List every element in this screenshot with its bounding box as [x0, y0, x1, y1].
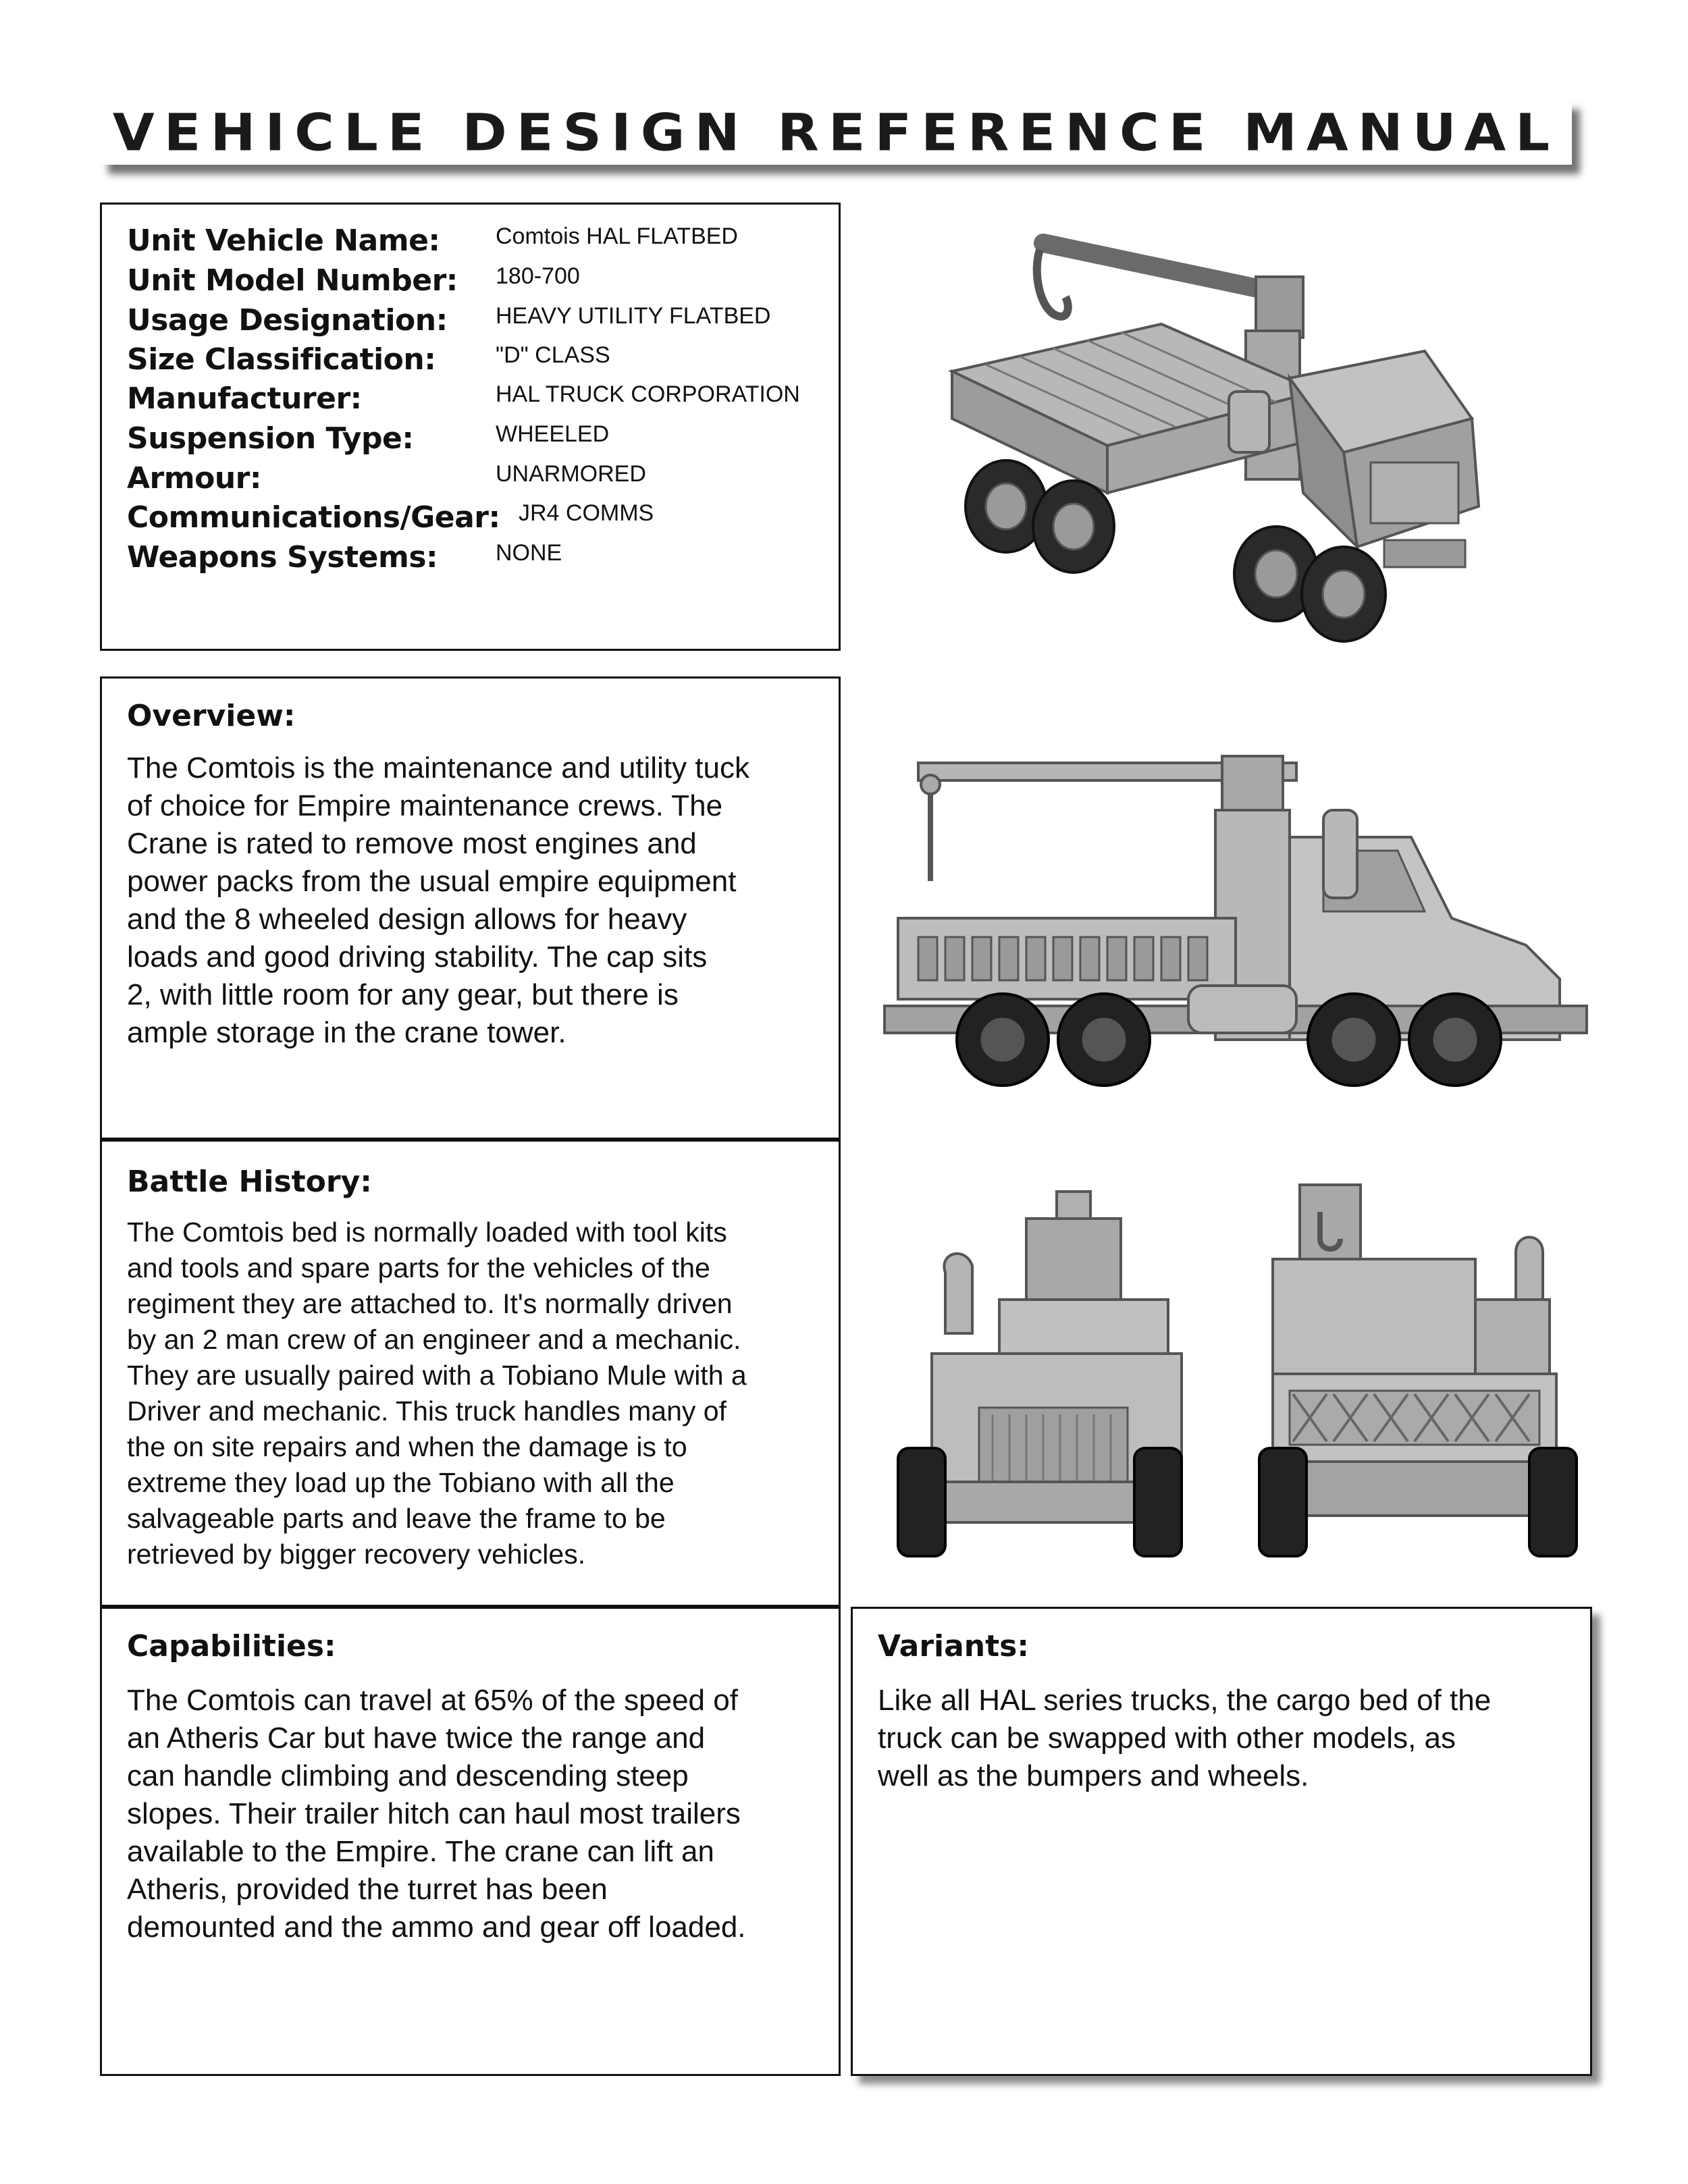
spec-row: [127, 381, 800, 421]
text-line: The Comtois can travel at 65% of the speed of: [127, 1684, 738, 1717]
text-line: Driver and mechanic. This truck handles many of: [127, 1395, 727, 1427]
section-title: Capabilities:: [127, 1629, 336, 1663]
spec-label: Usage Designation:: [127, 303, 448, 338]
spec-label: Manufacturer:: [127, 381, 362, 416]
spec-row: [127, 223, 738, 263]
text-line: demounted and the ammo and gear off loaded.: [127, 1911, 746, 1944]
spec-label: Size Classification:: [127, 342, 436, 377]
spec-value: HAL TRUCK CORPORATION: [496, 381, 800, 407]
spec-row: [127, 263, 580, 302]
spec-row: [127, 421, 610, 460]
text-line: slopes. Their trailer hitch can haul most trailers: [127, 1797, 741, 1830]
text-line: 2, with little room for any gear, but there is: [127, 978, 679, 1011]
overview-text: [127, 749, 818, 1052]
spec-value: NONE: [496, 540, 562, 566]
text-line: the on site repairs and when the damage is to: [127, 1431, 687, 1462]
spec-value: WHEELED: [496, 421, 610, 447]
spec-value: Comtois HAL FLATBED: [496, 223, 738, 249]
spec-value: UNARMORED: [496, 461, 646, 487]
truck-isometric-illustration: [939, 223, 1539, 668]
text-line: loads and good driving stability. The cap sits: [127, 940, 708, 974]
section-title: Overview:: [127, 699, 296, 733]
text-line: ample storage in the crane tower.: [127, 1016, 566, 1049]
truck-front-illustration: [891, 1185, 1202, 1560]
overview-section: [100, 676, 841, 1140]
page-title: VEHICLE DESIGN REFERENCE MANUAL: [112, 102, 1560, 163]
spec-value: 180-700: [496, 263, 580, 289]
text-line: available to the Empire. The crane can lift an: [127, 1835, 714, 1868]
spec-row: [127, 500, 654, 539]
section-title: Battle History:: [127, 1165, 372, 1199]
text-line: Like all HAL series trucks, the cargo bed of the: [878, 1684, 1492, 1717]
battle-history-section: [100, 1140, 841, 1607]
battle-history-text: [127, 1215, 818, 1572]
text-line: an Atheris Car but have twice the range and: [127, 1722, 706, 1755]
spec-value: "D" CLASS: [496, 342, 610, 368]
spec-value: HEAVY UTILITY FLATBED: [496, 303, 771, 329]
text-line: The Comtois is the maintenance and utility tuck: [127, 751, 750, 784]
spec-label: Unit Model Number:: [127, 263, 458, 298]
truck-rear-illustration: [1252, 1178, 1583, 1560]
text-line: Crane is rated to remove most engines and: [127, 827, 697, 860]
text-line: retrieved by bigger recovery vehicles.: [127, 1539, 586, 1570]
truck-side-illustration: [878, 749, 1593, 1094]
capabilities-section: [100, 1607, 841, 2076]
text-line: regiment they are attached to. It's normally driven: [127, 1288, 733, 1319]
spec-label: Suspension Type:: [127, 421, 414, 456]
section-title: Variants:: [878, 1629, 1029, 1663]
spec-row: [127, 303, 771, 342]
text-line: salvageable parts and leave the frame to be: [127, 1503, 666, 1534]
spec-row: [127, 461, 646, 500]
text-line: extreme they load up the Tobiano with all the: [127, 1467, 675, 1498]
text-line: truck can be swapped with other models, as: [878, 1722, 1456, 1755]
spec-label: Unit Vehicle Name:: [127, 223, 440, 258]
variants-text: [878, 1682, 1570, 1795]
text-line: Atheris, provided the turret has been: [127, 1873, 608, 1906]
capabilities-text: [127, 1682, 818, 1946]
text-line: power packs from the usual empire equipment: [127, 865, 737, 898]
text-line: The Comtois bed is normally loaded with tool kits: [127, 1217, 727, 1248]
text-line: and tools and spare parts for the vehicles of the: [127, 1252, 710, 1283]
text-line: well as the bumpers and wheels.: [878, 1759, 1309, 1792]
spec-label: Weapons Systems:: [127, 540, 438, 575]
variants-section: [851, 1607, 1592, 2076]
text-line: and the 8 wheeled design allows for heavy: [127, 903, 687, 936]
spec-label: Armour:: [127, 461, 261, 496]
text-line: of choice for Empire maintenance crews. The: [127, 789, 723, 822]
spec-row: [127, 540, 562, 579]
spec-row: [127, 342, 610, 381]
text-line: can handle climbing and descending steep: [127, 1759, 689, 1792]
spec-value: JR4 COMMS: [519, 500, 654, 526]
spec-label: Communications/Gear:: [127, 500, 500, 535]
header-banner: [100, 100, 1572, 165]
text-line: by an 2 man crew of an engineer and a mechanic.: [127, 1324, 741, 1355]
text-line: They are usually paired with a Tobiano Mule with a: [127, 1360, 747, 1391]
spec-box: [100, 203, 841, 651]
